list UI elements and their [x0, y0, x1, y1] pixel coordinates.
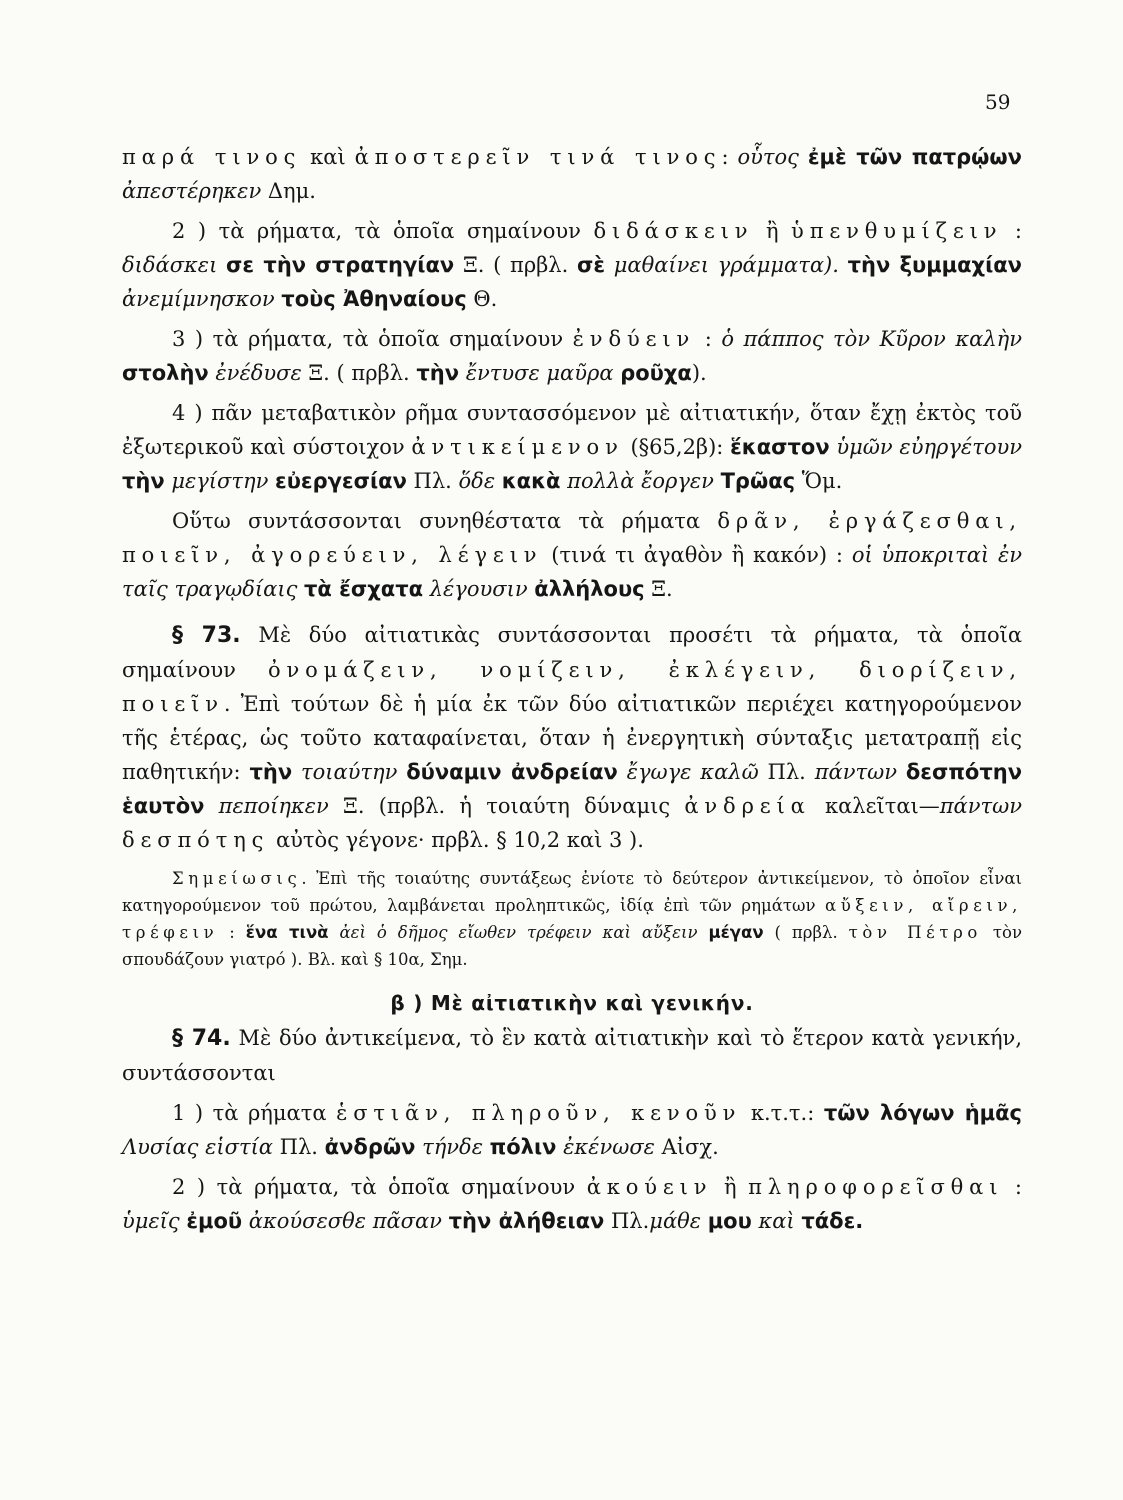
spaced-term: ἀκούειν [586, 1175, 713, 1199]
citation: Πλ. [604, 1209, 650, 1233]
text: Ξ. (πρβλ. ἡ τοιαύτη δύναμις [328, 794, 685, 818]
citation: Πλ. [406, 469, 459, 493]
example-italic: Λυσίας εἱστία [122, 1135, 273, 1159]
section-74 [122, 1021, 1022, 1090]
text: 1 ) τὰ ρήματα [172, 1101, 337, 1125]
text: . Ἐπὶ τῆς τοιαύτης συντάξεως ἐνίοτε τὸ δεύτερον ἀντικείμενον, τὸ ὁποῖον εἶναι κατηγορούμενον τοῦ πρώτου, λαμβάνεται προληπτικῶς, ἰδίᾳ ἐπὶ τῶν ρημάτων [122, 869, 1022, 915]
paragraph-rule-74-2 [122, 1170, 1022, 1238]
example-italic: οἱ ὑποκριταὶ ἐν ταῖς τραγῳδίαις [122, 543, 1022, 601]
text: : [218, 923, 246, 942]
example-bold: κακὰ [501, 469, 561, 493]
example-italic: ὑμῶν εὐηργέτουν [829, 435, 1022, 459]
example-bold: τὴν [122, 469, 165, 493]
text: : [721, 145, 738, 169]
text: ( πρβλ. [763, 923, 849, 942]
paragraph-rule-74-1 [122, 1096, 1022, 1164]
section-73 [122, 618, 1022, 857]
text: : [695, 327, 722, 351]
paragraph-rule-2 [122, 214, 1022, 316]
example-bold: πόλιν [489, 1135, 557, 1159]
example-bold: δύναμιν ἀνδρείαν [406, 760, 618, 784]
note-paragraph [122, 865, 1022, 973]
text: αὐτὸς γέγονε· πρβλ. § 10,2 καὶ 3 ). [269, 828, 644, 852]
example-italic: μαθαίνει γράμματα). [605, 253, 839, 277]
text: κ.τ.τ.: [741, 1101, 824, 1125]
example-italic: ὁ πάππος τὸν Κῦρον καλὴν [721, 327, 1022, 351]
example-bold: ἕνα τινὰ [245, 923, 329, 942]
spaced-term: δεσπότης [122, 828, 270, 852]
text: 2 ) τὰ ρήματα, τὰ ὁποῖα σημαίνουν [172, 219, 594, 243]
citation: Ξ. ( πρβλ. [454, 253, 578, 277]
spaced-term: διδάσκειν [593, 219, 754, 243]
example-bold: τὴν [249, 760, 293, 784]
text: : [1003, 1175, 1022, 1199]
example-italic: πολλὰ ἔοργεν [560, 469, 721, 493]
text: ἢ [712, 1175, 749, 1199]
text: Οὕτω συντάσσονται συνηθέστατα τὰ ρήματα [172, 509, 718, 533]
text: Μὲ δύο ἀντικείμενα, τὸ ἓν κατὰ αἰτιατικὴν καὶ τὸ ἕτερον κατὰ γενικήν, συντάσσονται [122, 1026, 1022, 1085]
example-bold: ἕκαστον [730, 435, 830, 459]
text: (τινά τι ἀγαθὸν ἢ κακόν) : [542, 543, 852, 567]
example-bold: τὴν ξυμμαχίαν [847, 253, 1022, 277]
example-italic: ἀνεμίμνησκον [122, 287, 282, 311]
page-number: 59 [985, 90, 1011, 114]
example-italic: καὶ [751, 1209, 802, 1233]
citation: Ξ. [644, 577, 673, 601]
example-italic: λέγουσιν [423, 577, 535, 601]
example-italic: διδάσκει [122, 253, 227, 277]
page-body [122, 140, 1022, 1238]
example-italic: μάθε [649, 1209, 708, 1233]
paragraph-rule-4 [122, 396, 1022, 498]
spaced-term: τὸν Πέτρο [848, 923, 982, 942]
citation: Ξ. ( πρβλ. [301, 361, 417, 385]
example-italic: πεποίηκεν [204, 794, 329, 818]
citation: Αἰσχ. [654, 1135, 719, 1159]
spaced-term: ὑπενθυμίζειν [791, 219, 1003, 243]
example-italic: μεγίστην [164, 469, 276, 493]
example-bold: σε τὴν στρατηγίαν [226, 253, 455, 277]
example-bold: ἀνδρῶν [324, 1135, 416, 1159]
example-italic: ἐνέδυσε [208, 361, 302, 385]
text: καλεῖται— [810, 794, 940, 818]
example-italic: ἔγωγε καλῶ [617, 760, 759, 784]
text: : [1002, 219, 1022, 243]
example-italic: ἀπεστέρηκεν [122, 179, 262, 203]
spaced-term: αὔξειν, αἴρειν, τρέφειν [122, 896, 1022, 942]
citation: Πλ. [273, 1135, 325, 1159]
example-bold: ἐμὲ τῶν πατρῴων [807, 145, 1022, 169]
text: 4 ) πᾶν μεταβατικὸν ρῆμα συντασσόμενον μὲ αἰτιατικήν, ὅταν ἔχῃ ἐκτὸς τοῦ ἐξωτερικοῦ καὶ σύστοιχον [122, 401, 1022, 459]
example-bold: εὐεργεσίαν [275, 469, 407, 493]
text: 2 ) τὰ ρήματα, τὰ ὁποῖα σημαίνουν [172, 1175, 587, 1199]
spaced-term: πληροφορεῖσθαι [748, 1175, 1004, 1199]
example-bold: μου [707, 1209, 752, 1233]
subheading: β ) Μὲ αἰτιατικὴν καὶ γενικήν. [390, 991, 754, 1015]
citation: Θ. [466, 287, 498, 311]
example-italic: πάντων [939, 794, 1022, 818]
example-bold: Τρῶας [720, 469, 796, 493]
example-bold: τὴν [416, 361, 460, 385]
citation: Πλ. [758, 760, 815, 784]
example-bold: ἐμοῦ [186, 1209, 243, 1233]
spaced-term: ἐνδύειν [572, 327, 696, 351]
example-italic: ἀκούσεσθε πᾶσαν [242, 1209, 449, 1233]
example-bold: τοὺς Ἀθηναίους [281, 287, 467, 311]
example-bold: τὰ ἔσχατα [304, 577, 424, 601]
text: 3 ) τὰ ρήματα, τὰ ὁποῖα σημαίνουν [172, 327, 573, 351]
example-bold: τῶν λόγων ἡμᾶς [823, 1101, 1023, 1125]
note-label: Σημείωσις [172, 869, 302, 888]
spaced-term: ὀνομάζειν, νομίζειν, ἐκλέγειν, διορίζειν, ποιεῖν [122, 658, 1022, 716]
spaced-term: ἑστιᾶν, πληροῦν, κενοῦν [336, 1101, 742, 1125]
example-bold: στολὴν [122, 361, 209, 385]
example-italic: ὅδε [458, 469, 502, 493]
spaced-term: ἀντικείμενον [411, 435, 624, 459]
example-bold: ροῦχα [620, 361, 692, 385]
example-italic: τήνδε [415, 1135, 490, 1159]
example-italic: οὗτος [737, 145, 808, 169]
section-number: § 74. [172, 1026, 231, 1051]
example-italic: ὑμεῖς [122, 1209, 187, 1233]
example-italic: ἔντυσε μαῦρα [459, 361, 621, 385]
text: καὶ [301, 145, 355, 169]
text: τὸν σπουδάζουν γιατρό ). Βλ. καὶ § 10α, Σημ. [122, 923, 1023, 969]
example-italic: πάντων [814, 760, 906, 784]
paragraph-continuation [122, 140, 1022, 208]
spaced-term: ἀποστερεῖν τινά τινος [354, 145, 722, 169]
text: . Ἐπὶ τούτων δὲ ἡ μία ἐκ τῶν δύο αἰτιατικῶν περιέχει κατηγορούμενον τῆς ἑτέρας, ὡς τοῦτο καταφαίνεται, ὅταν ἡ ἐνεργητικὴ σύνταξις μετατραπῇ εἰς παθητικήν: [122, 692, 1022, 784]
example-italic: ἀεὶ ὁ δῆμος εἴωθεν τρέφειν καὶ αὔξειν [328, 923, 709, 942]
example-bold: ἀλλήλους [534, 577, 645, 601]
example-bold: τάδε. [801, 1209, 864, 1233]
spaced-term: ἀνδρεία [684, 794, 811, 818]
paragraph-rule-3 [122, 322, 1022, 390]
paragraph-common-verbs [122, 504, 1022, 606]
example-bold: δεσπότην ἑαυτὸν [122, 760, 1023, 818]
citation: Δημ. [261, 179, 316, 203]
citation: Ὅμ. [795, 469, 843, 493]
text: (§65,2β): [623, 435, 731, 459]
spaced-term: παρά τινος [122, 145, 302, 169]
section-number: § 73. [172, 623, 241, 648]
text: ἢ [753, 219, 792, 243]
spaced-term: δρᾶν, ἐργάζεσθαι, ποιεῖν, ἀγορεύειν, λέγειν [122, 509, 1022, 567]
text: ). [691, 361, 707, 385]
example-bold: μέγαν [708, 923, 764, 942]
text: Μὲ δύο αἰτιατικὰς συντάσσονται προσέτι τὰ ρήματα, τὰ ὁποῖα σημαίνουν [122, 623, 1023, 682]
example-italic: τοιαύτην [292, 760, 407, 784]
example-italic: ἐκένωσε [556, 1135, 655, 1159]
example-bold: σὲ [577, 253, 606, 277]
example-bold: τὴν ἀλήθειαν [448, 1209, 605, 1233]
